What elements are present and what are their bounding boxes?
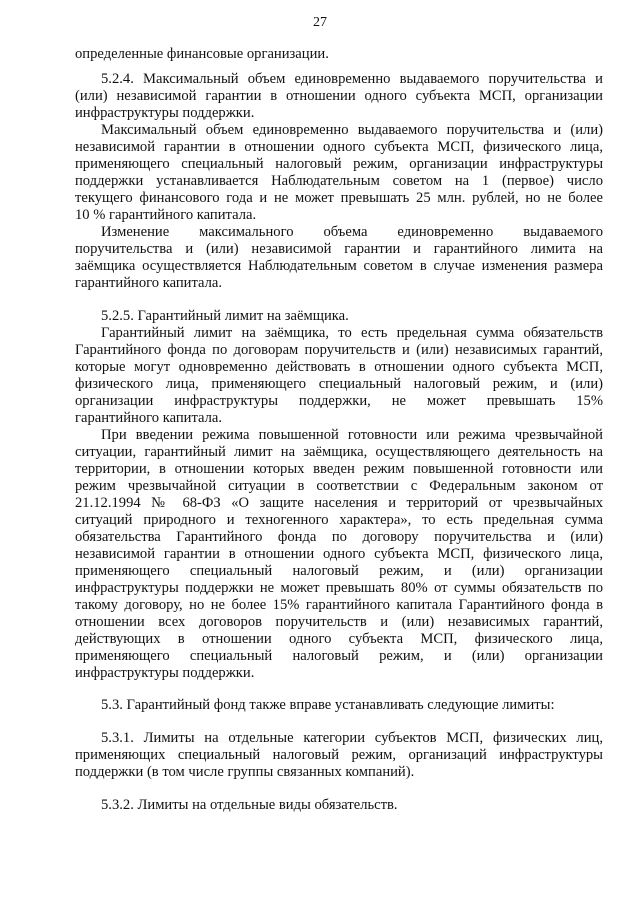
text-line: 5.3. Гарантийный фонд также вправе устанавливать следующие лимиты:: [101, 697, 555, 713]
text-line: режим чрезвычайной ситуации в соответствии с Федеральным законом от: [75, 478, 603, 494]
text-line: При введении режима повышенной готовности или режима чрезвычайной: [101, 427, 603, 443]
text-line: инфраструктуры поддержки.: [75, 665, 255, 681]
text-line: применяющих специальный налоговый режим, организаций инфраструктуры: [75, 747, 603, 763]
text-line: действующих в отношении одного субъекта МСП, физического лица,: [75, 631, 603, 647]
text-line: применяющего специальный налоговый режим, и (или) организации: [75, 563, 603, 579]
text-line: независимой гарантии в отношении одного субъекта МСП, физического лица,: [75, 139, 603, 155]
text-line: обязательства Гарантийного фонда по договору поручительства и (или): [75, 529, 603, 545]
text-line: ситуации, гарантийный лимит на заёмщика, осуществляющего деятельность на: [75, 444, 603, 460]
text-line: организации инфраструктуры поддержки, не может превышать 15%: [75, 393, 603, 409]
text-line: 5.3.2. Лимиты на отдельные виды обязательств.: [101, 797, 398, 813]
text-line: ситуаций природного и техногенного характера», то есть предельная сумма: [75, 512, 603, 528]
text-line: Гарантийного фонда по договорам поручительств и (или) независимых гарантий,: [75, 342, 603, 358]
text-line: заёмщика осуществляется Наблюдательным советом в случае изменения размера: [75, 258, 603, 274]
text-line: инфраструктуры поддержки не может превышать 80% от суммы обязательств по: [75, 580, 603, 596]
text-line: Изменение максимального объема единовременно выдаваемого: [101, 224, 603, 240]
text-line: физического лица, применяющего специальный налоговый режим, и (или): [75, 376, 603, 392]
text-line: отношении всех договоров поручительств и (или) независимых гарантий,: [75, 614, 603, 630]
text-line: 5.2.5. Гарантийный лимит на заёмщика.: [101, 308, 349, 324]
text-line: определенные финансовые организации.: [75, 46, 329, 62]
text-line: гарантийного капитала.: [75, 410, 223, 426]
text-line: Гарантийный лимит на заёмщика, то есть предельная сумма обязательств: [101, 325, 603, 341]
text-line: которые могут одновременно действовать в отношении одного субъекта МСП,: [75, 359, 603, 375]
text-line: 10 % гарантийного капитала.: [75, 207, 257, 223]
text-line: независимой гарантии в отношении одного субъекта МСП, физического лица,: [75, 546, 603, 562]
text-line: применяющего специальный налоговый режим, организации инфраструктуры: [75, 156, 603, 172]
text-line: поручительства и (или) независимой гарантии и гарантийного лимита на: [75, 241, 603, 257]
text-line: (или) независимой гарантии в отношении одного субъекта МСП, организации: [75, 88, 603, 104]
text-line: поддержки устанавливается Наблюдательным советом на 1 (первое) число: [75, 173, 603, 189]
text-line: 21.12.1994 № 68-ФЗ «О защите населения и территорий от чрезвычайных: [75, 495, 603, 511]
text-line: текущего финансового года и не может превышать 25 млн. рублей, но не более: [75, 190, 603, 206]
text-line: такому договору, но не более 15% гарантийного капитала Гарантийного фонда в: [75, 597, 603, 613]
text-line: Максимальный объем единовременно выдаваемого поручительства и (или): [101, 122, 603, 138]
text-line: территории, в отношении которых введен режим повышенной готовности или: [75, 461, 603, 477]
text-line: 5.3.1. Лимиты на отдельные категории субъектов МСП, физических лиц,: [101, 730, 603, 746]
text-line: гарантийного капитала.: [75, 275, 223, 291]
text-line: поддержки (в том числе группы связанных компаний).: [75, 764, 415, 780]
text-line: 5.2.4. Максимальный объем единовременно выдаваемого поручительства и: [101, 71, 603, 87]
text-line: применяющего специальный налоговый режим, и (или) организации: [75, 648, 603, 664]
text-line: инфраструктуры поддержки.: [75, 105, 255, 121]
page-number: 27: [313, 15, 327, 30]
